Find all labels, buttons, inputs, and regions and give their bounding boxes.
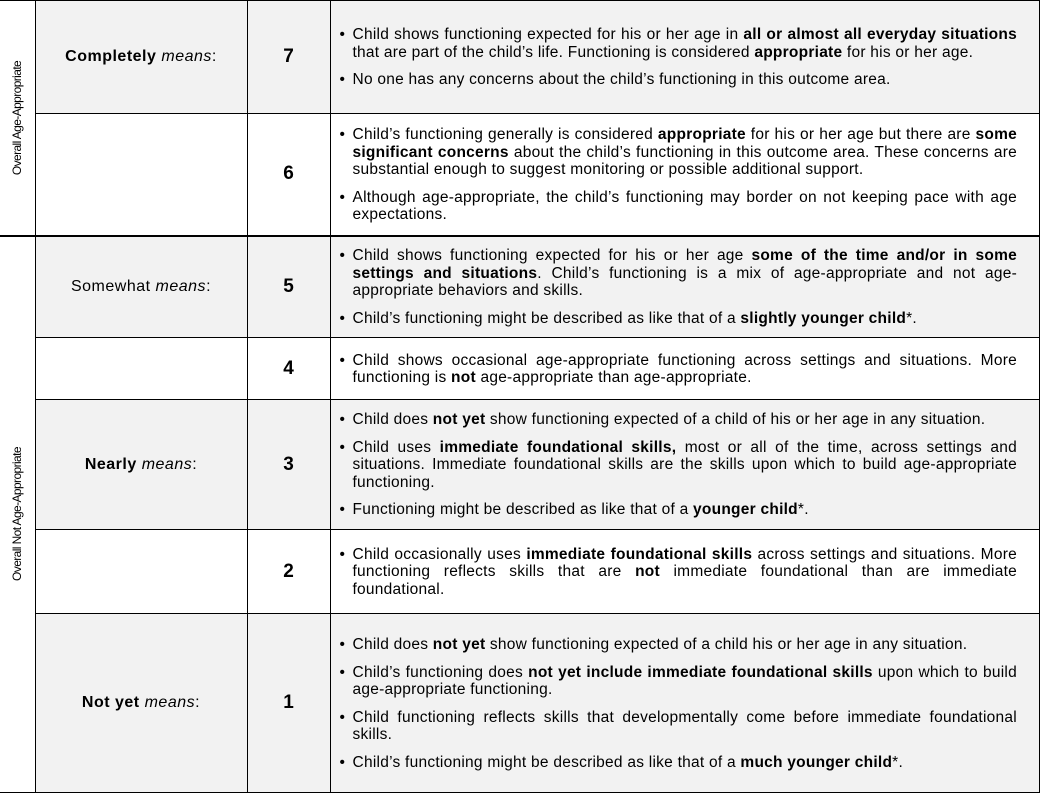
- bullet-text: Child functioning reflects skills that developmentally come before immediate foundational skills.: [352, 708, 1017, 743]
- means-word: means: [155, 277, 207, 295]
- bullet-text: *.: [797, 501, 809, 519]
- rating-row-2: [0, 530, 1040, 614]
- bullet-text: that are part of the child’s life. Functioning is considered: [352, 43, 755, 61]
- bullet-text: for his or her age.: [842, 43, 974, 61]
- description-bullet: [340, 664, 1018, 699]
- emphasis-text: immediate foundational skills: [526, 545, 753, 563]
- means-term: Completely: [65, 48, 157, 65]
- means-term: Not yet: [81, 694, 140, 711]
- score-value: 4: [283, 357, 294, 379]
- bullet-text: Child’s functioning generally is considered: [352, 126, 658, 143]
- group-label-age-appropriate: [0, 1, 35, 236]
- description-bullet: [340, 546, 1018, 599]
- bullet-text: for his or her age but there are: [745, 126, 976, 143]
- emphasis-text: not yet: [432, 411, 486, 429]
- means-cell: [35, 338, 247, 400]
- description-bullet: [340, 411, 1018, 429]
- bullet-text: show functioning expected of a child his or her age in any situation.: [485, 636, 968, 653]
- score-cell: [247, 614, 330, 793]
- means-word: means: [144, 694, 196, 711]
- score-value: 1: [283, 692, 294, 713]
- description-bullet: [340, 754, 1018, 772]
- rating-row-6: [0, 114, 1040, 236]
- bullet-text: show functioning expected of a child of his or her age in any situation.: [485, 411, 986, 429]
- emphasis-text: younger child: [693, 501, 798, 519]
- means-colon: :: [192, 455, 198, 473]
- emphasis-text: not yet: [432, 636, 486, 653]
- score-value: 5: [283, 275, 294, 297]
- emphasis-text: some of the time and/or in some settings and situations: [352, 247, 1018, 282]
- description-bullet: [340, 247, 1018, 300]
- bullet-text: Child uses: [352, 438, 440, 456]
- score-cell: [247, 114, 330, 236]
- score-value: 2: [283, 560, 294, 582]
- rating-row-1: [0, 614, 1040, 793]
- description-cell: [330, 114, 1040, 236]
- description-bullet: [340, 126, 1018, 179]
- means-cell: [35, 530, 247, 614]
- score-value: 7: [283, 46, 294, 67]
- description-cell: [330, 400, 1040, 530]
- description-bullet: [340, 636, 1018, 654]
- score-value: 6: [283, 163, 294, 185]
- means-colon: :: [211, 48, 217, 65]
- description-cell: [330, 338, 1040, 400]
- bullet-text: most or all of the time, across settings and situations. Immediate foundational skills are the skills upon which to build age-appropriate functioning.: [352, 438, 1017, 491]
- means-cell: [35, 614, 247, 793]
- bullet-text: upon which to build age-appropriate functioning.: [352, 663, 1017, 698]
- score-cell: [247, 1, 330, 114]
- bullet-text: . Child’s functioning is a mix of age-appropriate and not age-appropriate behaviors and skills.: [352, 264, 1017, 300]
- means-word: means: [161, 48, 212, 65]
- emphasis-text: not: [635, 563, 660, 581]
- means-colon: :: [195, 694, 201, 711]
- description-bullet: [340, 352, 1018, 387]
- rating-row-7: [0, 1, 1040, 114]
- group-label-text: Overall Age-Appropriate: [10, 60, 25, 175]
- bullet-text: Child does: [352, 636, 433, 653]
- emphasis-text: not yet include immediate foundational skills: [528, 663, 873, 681]
- rating-row-5: [0, 236, 1040, 338]
- means-colon: :: [206, 277, 212, 295]
- means-cell: [35, 1, 247, 114]
- description-bullet: [340, 310, 1018, 328]
- means-term: Somewhat: [70, 277, 151, 295]
- description-bullet: [340, 709, 1018, 744]
- score-cell: [247, 338, 330, 400]
- bullet-text: Functioning might be described as like that of a: [352, 501, 694, 519]
- bullet-text: Child shows functioning expected for his or her age: [352, 247, 752, 265]
- description-bullet: [340, 189, 1018, 224]
- bullet-text: *.: [892, 753, 904, 771]
- bullet-text: Child occasionally uses: [352, 545, 527, 563]
- bullet-text: Although age-appropriate, the child’s functioning may border on not keeping pace with age expectations.: [352, 188, 1017, 223]
- means-term: Nearly: [84, 455, 137, 473]
- description-cell: [330, 236, 1040, 338]
- description-bullet: [340, 26, 1018, 61]
- means-cell: [35, 114, 247, 236]
- rating-row-4: [0, 338, 1040, 400]
- means-cell: [35, 400, 247, 530]
- emphasis-text: not: [451, 369, 476, 386]
- bullet-text: immediate foundational than are immediate foundational.: [352, 563, 1017, 598]
- bullet-text: Child’s functioning might be described as like that of a: [352, 309, 741, 327]
- bullet-text: Child shows occasional age-appropriate functioning across settings and situations. More functioning is: [352, 351, 1017, 386]
- group-label-text: Overall Not Age-Appropriate: [10, 447, 25, 582]
- score-cell: [247, 236, 330, 338]
- rating-row-3: [0, 400, 1040, 530]
- bullet-text: Child’s functioning does: [352, 663, 529, 681]
- bullet-text: Child shows functioning expected for his or her age in: [352, 26, 744, 44]
- means-word: means: [141, 455, 193, 473]
- bullet-text: Child does: [352, 411, 433, 429]
- bullet-text: Child’s functioning might be described as like that of a: [352, 753, 741, 771]
- emphasis-text: much younger child: [740, 753, 893, 771]
- emphasis-text: all or almost all everyday situations: [743, 26, 1017, 44]
- emphasis-text: appropriate: [657, 126, 746, 143]
- score-cell: [247, 530, 330, 614]
- bullet-text: about the child’s functioning in this outcome area. These concerns are substantial enough to suggest monitoring or possible additional support.: [352, 143, 1018, 178]
- score-value: 3: [283, 453, 294, 475]
- description-cell: [330, 614, 1040, 793]
- score-cell: [247, 400, 330, 530]
- emphasis-text: appropriate: [754, 43, 843, 61]
- emphasis-text: some significant concerns: [352, 126, 1017, 161]
- bullet-text: across settings and situations. More functioning reflects skills that are: [352, 545, 1017, 581]
- group-label-not-age-appropriate: [0, 236, 35, 793]
- bullet-text: No one has any concerns about the child’s functioning in this outcome area.: [352, 71, 891, 89]
- emphasis-text: immediate foundational skills,: [439, 438, 677, 456]
- description-bullet: [340, 501, 1018, 519]
- description-bullet: [340, 71, 1018, 89]
- bullet-text: *.: [906, 309, 917, 327]
- description-cell: [330, 530, 1040, 614]
- emphasis-text: slightly younger child: [740, 309, 907, 327]
- description-cell: [330, 1, 1040, 114]
- means-cell: [35, 236, 247, 338]
- bullet-text: age-appropriate than age-appropriate.: [475, 369, 752, 386]
- description-bullet: [340, 439, 1018, 492]
